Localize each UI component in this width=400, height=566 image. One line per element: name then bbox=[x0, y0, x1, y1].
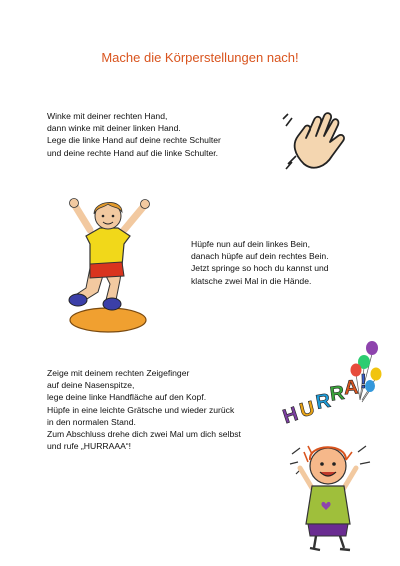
svg-text:U: U bbox=[297, 397, 317, 423]
instruction-paragraph-1 bbox=[47, 110, 221, 159]
instruction-line: Zum Abschluss drehe dich zwei Mal um dich selbst bbox=[47, 429, 241, 440]
svg-text:H: H bbox=[280, 403, 301, 429]
waving-hand-icon bbox=[280, 106, 352, 178]
svg-text:!: ! bbox=[360, 371, 367, 393]
instruction-line: Hüpfe nun auf dein linkes Bein, bbox=[191, 239, 310, 249]
instruction-line: dann winke mit deiner linken Hand. bbox=[47, 123, 181, 134]
instruction-paragraph-3 bbox=[47, 367, 241, 452]
hurra-balloons-illustration bbox=[280, 338, 386, 430]
instruction-line: Jetzt springe so hoch du kannst und bbox=[191, 263, 329, 274]
instruction-paragraph-2 bbox=[191, 238, 329, 287]
instruction-line: Hüpfe in eine leichte Grätsche und wieder zurück bbox=[47, 404, 235, 415]
page-title: Mache die Körperstellungen nach! bbox=[101, 50, 299, 65]
happy-girl-illustration bbox=[286, 438, 372, 554]
svg-text:A: A bbox=[343, 376, 360, 400]
instruction-line: Winke mit deiner rechten Hand, bbox=[47, 111, 168, 121]
jumping-boy-illustration bbox=[60, 192, 168, 340]
instruction-line: Zeige mit deinem rechten Zeigefinger bbox=[47, 368, 190, 378]
instruction-line: danach hüpfe auf dein rechtes Bein. bbox=[191, 251, 329, 262]
svg-text:R: R bbox=[328, 381, 346, 406]
instruction-line: in den normalen Stand. bbox=[47, 416, 136, 427]
instruction-line: klatsche zwei Mal in die Hände. bbox=[191, 275, 312, 286]
instruction-line: auf deine Nasenspitze, bbox=[47, 380, 135, 391]
instruction-line: und rufe „HURRAAA“! bbox=[47, 441, 132, 452]
instruction-line: und deine rechte Hand auf die linke Schulter. bbox=[47, 147, 219, 158]
svg-text:R: R bbox=[314, 389, 333, 414]
instruction-line: lege deine linke Handfläche auf den Kopf. bbox=[47, 392, 207, 403]
instruction-line: Lege die linke Hand auf deine rechte Schulter bbox=[47, 135, 221, 146]
